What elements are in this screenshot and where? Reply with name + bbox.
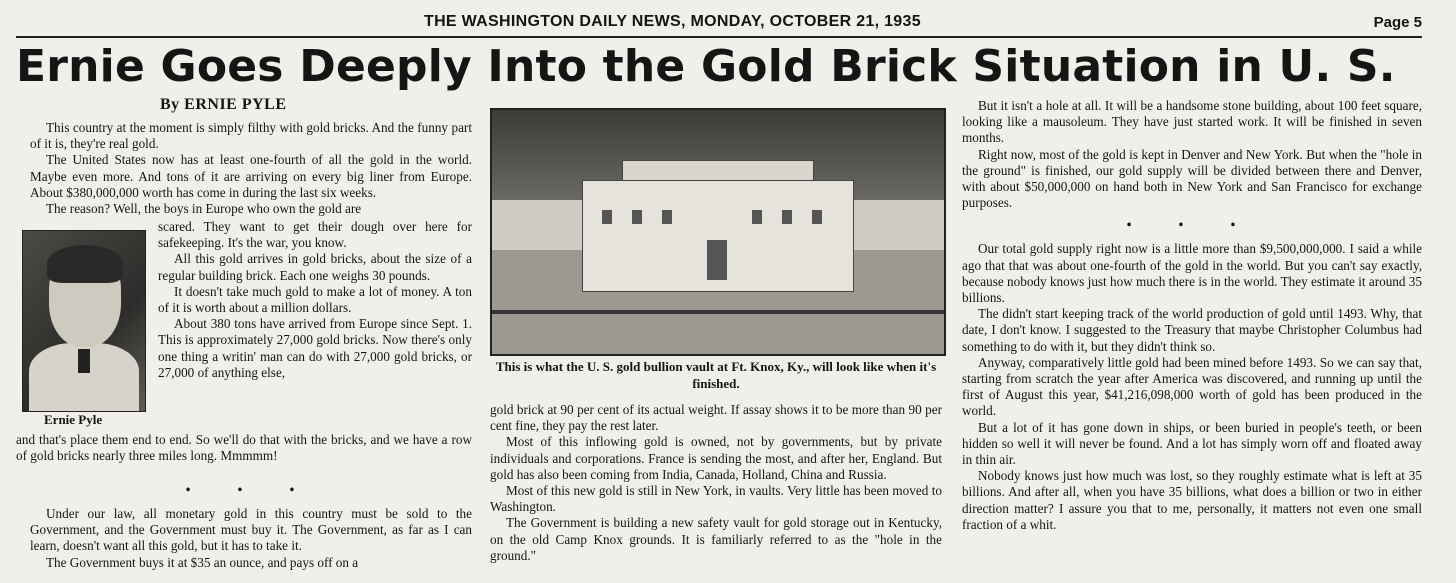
- gold-vault-illustration: [490, 108, 946, 356]
- byline: By ERNIE PYLE: [160, 96, 287, 113]
- paragraph: All this gold arrives in gold bricks, about the size of a regular building brick. Each one weighs 30 pounds.: [158, 251, 472, 283]
- photo-caption: Ernie Pyle: [44, 412, 103, 427]
- paragraph: Most of this inflowing gold is owned, not by governments, but by private individuals and corporations. France is sending the most, and after her, England. But gold has also been coming from India, Canada, Holland, China and Russia.: [490, 434, 942, 482]
- paragraph: The Government buys it at $35 an ounce, and pays off on a: [46, 554, 359, 570]
- page-number: Page 5: [1373, 14, 1422, 31]
- paragraph: About 380 tons have arrived from Europe since Sept. 1. This is approximately 27,000 gold bricks. Now there's only one thing a writin' man can do with 27,000 gold bricks, or 27,000 of anything else,: [158, 316, 472, 380]
- paragraph: But it isn't a hole at all. It will be a handsome stone building, about 100 feet square, looking like a mausoleum. They have just started work. It will be finished in seven months.: [962, 98, 1422, 146]
- section-divider: • • •: [185, 482, 317, 497]
- paragraph: and that's place them end to end. So we'll do that with the bricks, and we have a row of gold bricks nearly three miles long. Mmmmm!: [16, 432, 472, 464]
- masthead: [16, 6, 1422, 38]
- paragraph: The United States now has at least one-fourth of all the gold in the world. Maybe even more. And tons of it are arriving on every big liner from Europe. About $380,000,000 worth has come in during the last six weeks.: [30, 152, 472, 200]
- paragraph: The didn't start keeping track of the world production of gold until 1493. Why, that date, I don't know. I suggested to the Treasury that maybe Christopher Columbus had something to do with it, but they didn't think so.: [962, 306, 1422, 354]
- paragraph: scared. They want to get their dough over here for safekeeping. It's the war, you know.: [158, 219, 472, 251]
- paragraph: Under our law, all monetary gold in this country must be sold to the Government, and the Government must buy it. The Government, as far as I can learn, doesn't want all this gold, but it has to take it.: [30, 506, 472, 554]
- column-2: [490, 402, 942, 564]
- section-divider: • • •: [1126, 217, 1258, 233]
- column-1-bottom: [30, 476, 472, 571]
- column-3: [962, 98, 1422, 533]
- paragraph: It doesn't take much gold to make a lot of money. A ton of it is worth about a million dollars.: [158, 283, 472, 316]
- column-1-wrapped-text: [158, 219, 472, 381]
- paragraph: Most of this new gold is still in New York, in vaults. Very little has been moved to Washington.: [490, 483, 942, 515]
- paragraph: gold brick at 90 per cent of its actual weight. If assay shows it to be more than 90 per cent fine, they pay the rest later.: [490, 402, 942, 434]
- headline: Ernie Goes Deeply Into the Gold Brick Situation in U. S.: [16, 41, 1396, 92]
- ernie-pyle-photo: [22, 230, 146, 412]
- paragraph: Right now, most of the gold is kept in Denver and New York. But when the "hole in the ground" is finished, our gold supply will be divided between there and Denver, with about $50,000,000 on hand both in New York and San Francisco for exchange purposes.: [962, 146, 1422, 211]
- paragraph: Anyway, comparatively little gold had been mined before 1493. So we can say that, starting from scratch the year after America was discovered, and running up until the first of August this year, $41,216,098,000 worth of gold has been produced in the world.: [962, 354, 1422, 419]
- paragraph: But a lot of it has gone down in ships, or been buried in people's teeth, or been hidden so well it will never be found. And a lot has simply worn off and floated away in thin air.: [962, 419, 1422, 468]
- column-1-top: [30, 120, 472, 217]
- paragraph: This country at the moment is simply filthy with gold bricks. And the funny part of it is, they're real gold.: [30, 120, 472, 152]
- illustration-caption: This is what the U. S. gold bullion vault at Ft. Knox, Ky., will look like when it's finished.: [495, 359, 937, 391]
- newspaper-dateline: THE WASHINGTON DAILY NEWS, MONDAY, OCTOBER 21, 1935: [424, 13, 921, 30]
- paragraph: Nobody knows just how much was lost, so they roughly estimate what is left at 35 billions. And after all, when you have 35 billions, what does a billion or two in either direction matter? I assure you that to me, personally, it matters not even one small fraction of a whit.: [962, 468, 1422, 532]
- paragraph: The reason? Well, the boys in Europe who own the gold are: [46, 201, 362, 217]
- paragraph: The Government is building a new safety vault for gold storage out in Kentucky, on the old Camp Knox grounds. It is familiarly referred to as the "hole in the ground.": [490, 515, 942, 563]
- paragraph: Our total gold supply right now is a little more than $9,500,000,000. I said a while ago that that was about one-fourth of the gold in the world. But you can't say exactly, because nobody knows just how much there is in the world. They estimate it around 35 billions.: [962, 241, 1422, 306]
- column-1-tail: [16, 432, 472, 464]
